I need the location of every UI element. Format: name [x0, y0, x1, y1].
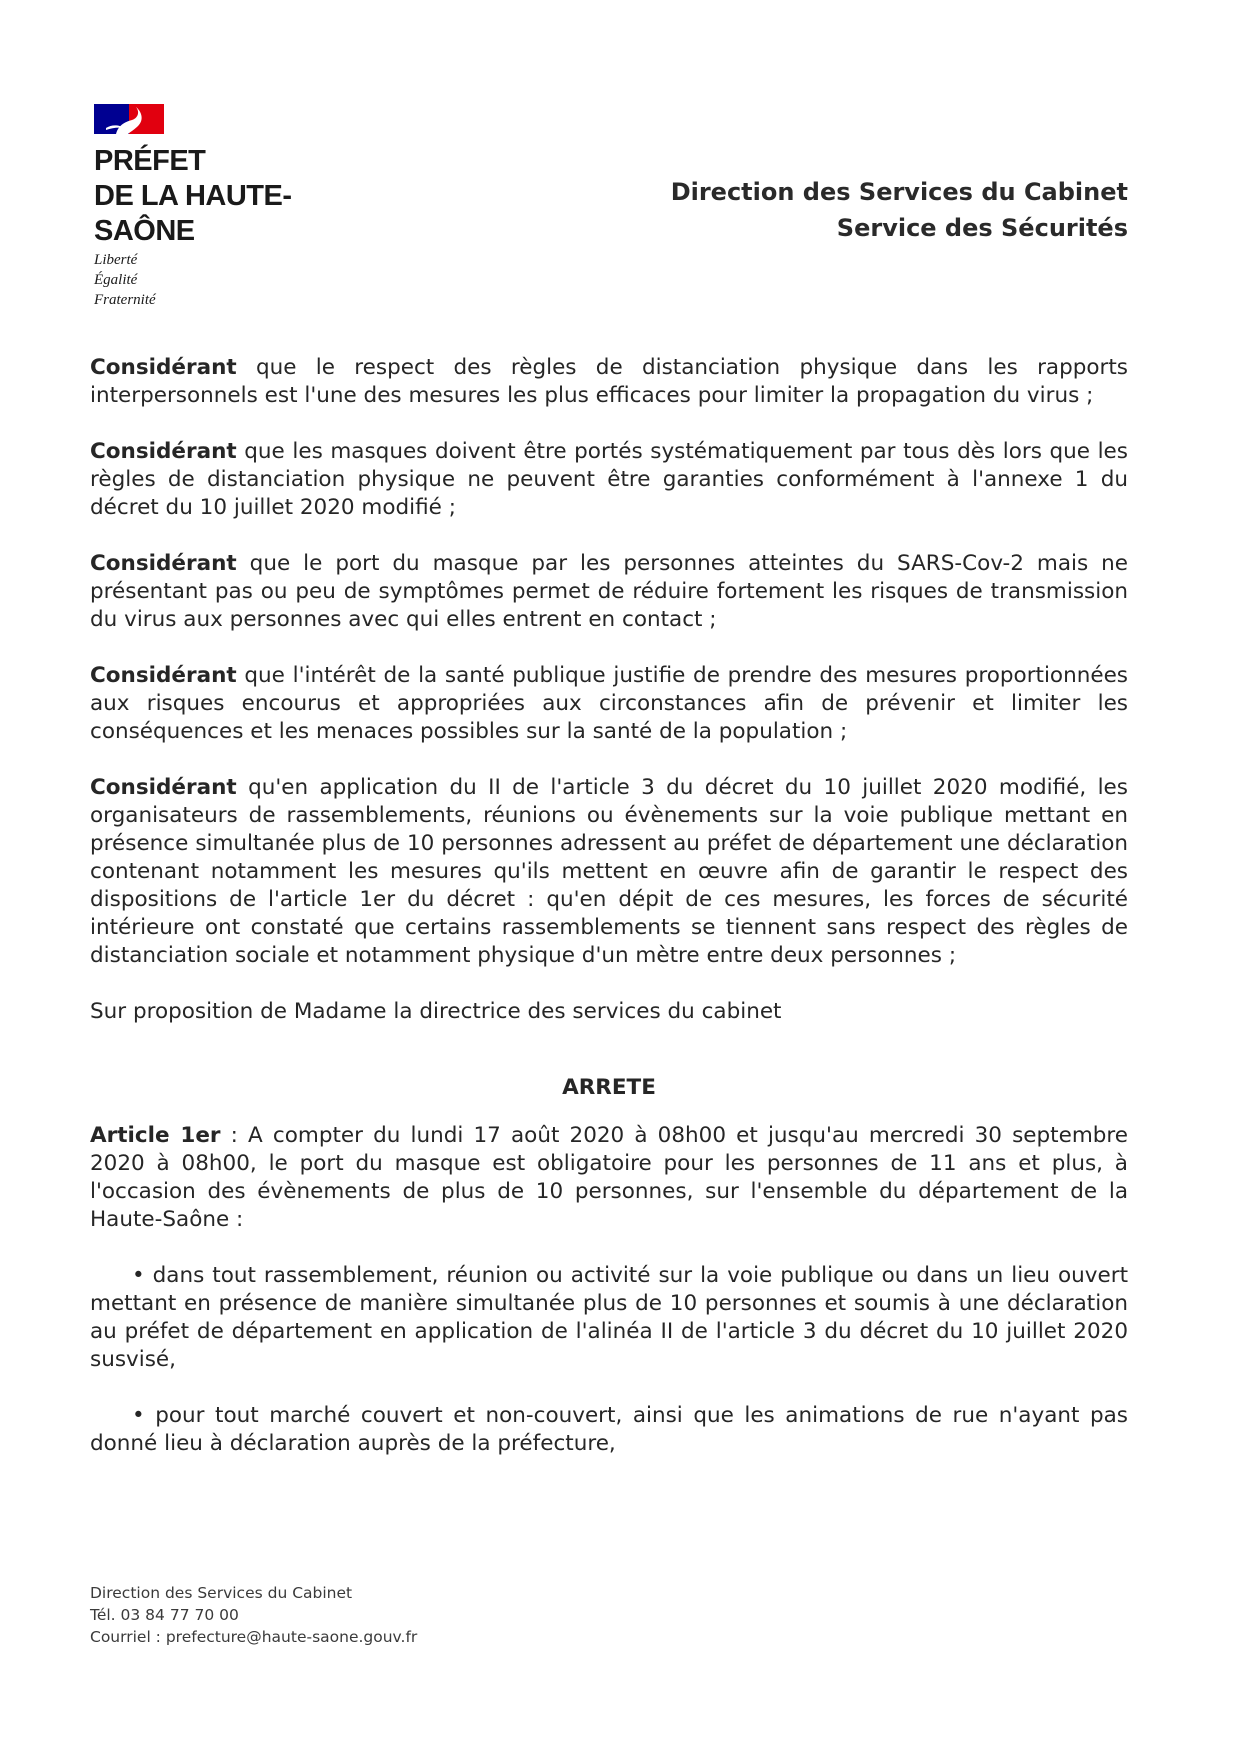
considerant-lead: Considérant — [90, 439, 237, 464]
marianne-logo-icon — [94, 104, 164, 134]
article-1-lead: Article 1er — [90, 1123, 221, 1148]
footer-phone: Tél. 03 84 77 70 00 — [90, 1606, 239, 1624]
footer-service: Direction des Services du Cabinet — [90, 1584, 353, 1602]
footer-email: Courriel : prefecture@haute-saone.gouv.fr — [90, 1628, 418, 1646]
proposition-paragraph: Sur proposition de Madame la directrice des services du cabinet — [90, 999, 782, 1024]
bullet-item: • dans tout rassemblement, réunion ou activité sur la voie publique ou dans un lieu ouvert mettant en présence de manière simultanée plus de 10 personnes et soumis à une déclaration au préfet de département en application de l'alinéa II de l'article 3 du décret du 10 juillet 2020 susvisé, — [90, 1263, 1128, 1372]
bullet-item: • pour tout marché couvert et non-couvert, ainsi que les animations de rue n'ayant pas donné lieu à déclaration auprès de la préfecture, — [90, 1403, 1128, 1456]
arrete-heading: ARRETE — [562, 1075, 656, 1100]
considerant-paragraph — [90, 662, 1128, 746]
considerant-text: que les masques doivent être portés systématiquement par tous dès lors que les règles de distanciation physique ne peuvent être garanties conformément à l'annexe 1 du décret du 10 juillet 2020 modifié ; — [90, 439, 1128, 520]
considerant-lead: Considérant — [90, 663, 237, 688]
department-line-1: Direction des Services du Cabinet — [670, 178, 1128, 206]
logo-title: PRÉFET DE LA HAUTE- SAÔNE — [94, 145, 292, 247]
considerant-paragraph — [90, 774, 1128, 970]
article-1-paragraph — [90, 1122, 1128, 1234]
considerant-paragraph — [90, 438, 1128, 522]
department-heading — [671, 174, 1128, 246]
department-line-2: Service des Sécurités — [836, 214, 1128, 242]
considerant-paragraph — [90, 550, 1128, 634]
considerant-lead: Considérant — [90, 775, 237, 800]
logo-motto: Liberté Égalité Fraternité — [94, 252, 156, 308]
considerant-lead: Considérant — [90, 355, 237, 380]
document-body — [90, 354, 1128, 1486]
considerant-text: que le respect des règles de distanciation physique dans les rapports interpersonnels est l'une des mesures les plus efficaces pour limiter la propagation du virus ; — [90, 355, 1128, 408]
considerant-lead: Considérant — [90, 551, 237, 576]
article-1-text: : A compter du lundi 17 août 2020 à 08h00 et jusqu'au mercredi 30 septembre 2020 à 08h00, le port du masque est obligatoire pour les personnes de 11 ans et plus, à l'occasion des évènements de plus de 10 personnes, sur l'ensemble du département de la Haute-Saône : — [90, 1123, 1129, 1232]
considerant-text: que l'intérêt de la santé publique justifie de prendre des mesures proportionnées aux risques encourus et appropriées aux circonstances afin de prévenir et limiter les conséquences et les menaces possibles sur la santé de la population ; — [90, 663, 1128, 744]
footer-contact — [90, 1582, 417, 1648]
considerant-text: qu'en application du II de l'article 3 du décret du 10 juillet 2020 modifié, les organisateurs de rassemblements, réunions ou évènements sur la voie publique mettant en présence simultanée plus de 10 personnes adressent au préfet de département une déclaration contenant notamment les mesures qu'ils mettent en œuvre afin de garantir le respect des dispositions de l'article 1er du décret : qu'en dépit de ces mesures, les forces de sécurité intérieure ont constaté que certains rassemblements se tiennent sans respect des règles de distanciation sociale et notamment physique d'un mètre entre deux personnes ; — [90, 775, 1128, 968]
considerant-paragraph — [90, 354, 1128, 410]
considerant-text: que le port du masque par les personnes atteintes du SARS-Cov-2 mais ne présentant pas ou peu de symptômes permet de réduire fortement les risques de transmission du virus aux personnes avec qui elles entrent en contact ; — [90, 551, 1128, 632]
